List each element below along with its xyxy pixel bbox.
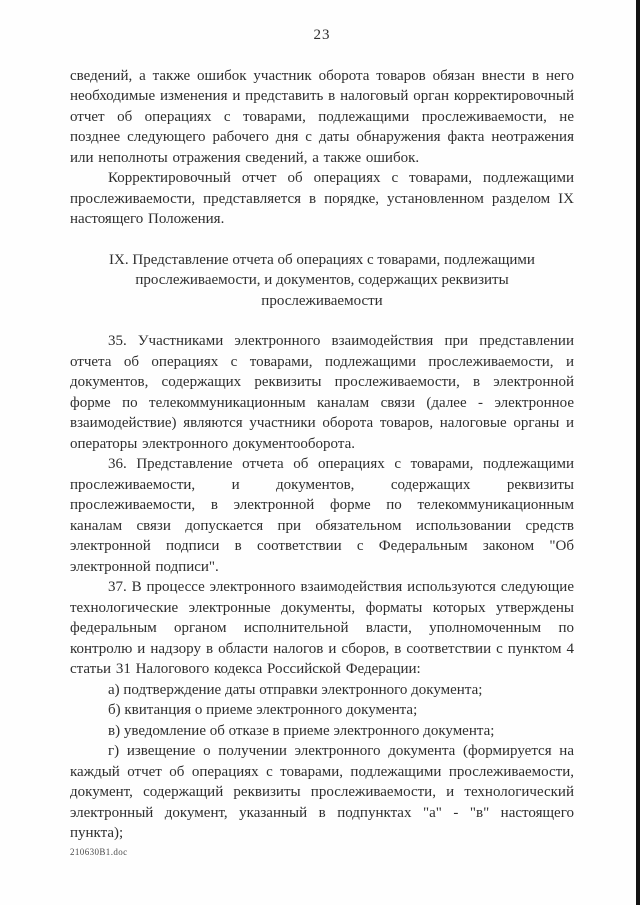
paragraph: сведений, а также ошибок участник оборота товаров обязан внести в него необходимые изменения и представить в налоговый орган корректировочный отчет об операциях с товарами, подлежащими прослеживаемости, не позднее следующего рабочего дня с даты обнаружения факта неотражения или неполноты отражения сведений, а также ошибок. bbox=[70, 67, 574, 166]
list-item: в) уведомление об отказе в приеме электронного документа; bbox=[108, 722, 495, 739]
list-item: б) квитанция о приеме электронного документа; bbox=[108, 702, 418, 718]
scan-edge-artifact bbox=[636, 0, 640, 905]
paragraph: Корректировочный отчет об операциях с товарами, подлежащими прослеживаемости, представляется в порядке, установленном разделом IX настоящего Положения. bbox=[70, 170, 574, 227]
paragraph: 37. В процессе электронного взаимодействия используются следующие технологические электронные документы, форматы которых утверждены федеральным органом исполнительной власти, уполномоченным по контролю и надзору в области налогов и сборов, в соответствии с пунктом 4 статьи 31 Налогового кодекса Российской Федерации: bbox=[70, 579, 574, 677]
page-number: 23 bbox=[313, 27, 331, 43]
section-heading: IX. Представление отчета об операциях с товарами, подлежащими прослеживаемости, и документов, содержащих реквизиты прослеживаемости bbox=[109, 251, 535, 309]
footer-filename: 210630B1.doc bbox=[70, 847, 128, 857]
paragraph: 35. Участниками электронного взаимодействия при представлении отчета об операциях с товарами, подлежащими прослеживаемости, и документов, содержащих реквизиты прослеживаемости, в электронной форме по телекоммуникационным каналам связи (далее - электронное взаимодействие) являются участники оборота товаров, налоговые органы и операторы электронного документооборота. bbox=[70, 333, 574, 452]
paragraph: г) извещение о получении электронного документа (формируется на каждый отчет об операциях с товарами, подлежащими прослеживаемости, документ, содержащий реквизиты прослеживаемости, и технологический электронный документ, указанный в подпунктах "а" - "в" настоящего пункта); bbox=[70, 743, 574, 841]
paragraph: 36. Представление отчета об операциях с товарами, подлежащими прослеживаемости, и документов, содержащих реквизиты прослеживаемости, в электронной форме по телекоммуникационным каналам связи допускается при обязательном использовании средств электронной подписи в соответствии с Федеральным законом "Об электронной подписи". bbox=[70, 456, 574, 575]
list-item: а) подтверждение даты отправки электронного документа; bbox=[108, 681, 483, 698]
